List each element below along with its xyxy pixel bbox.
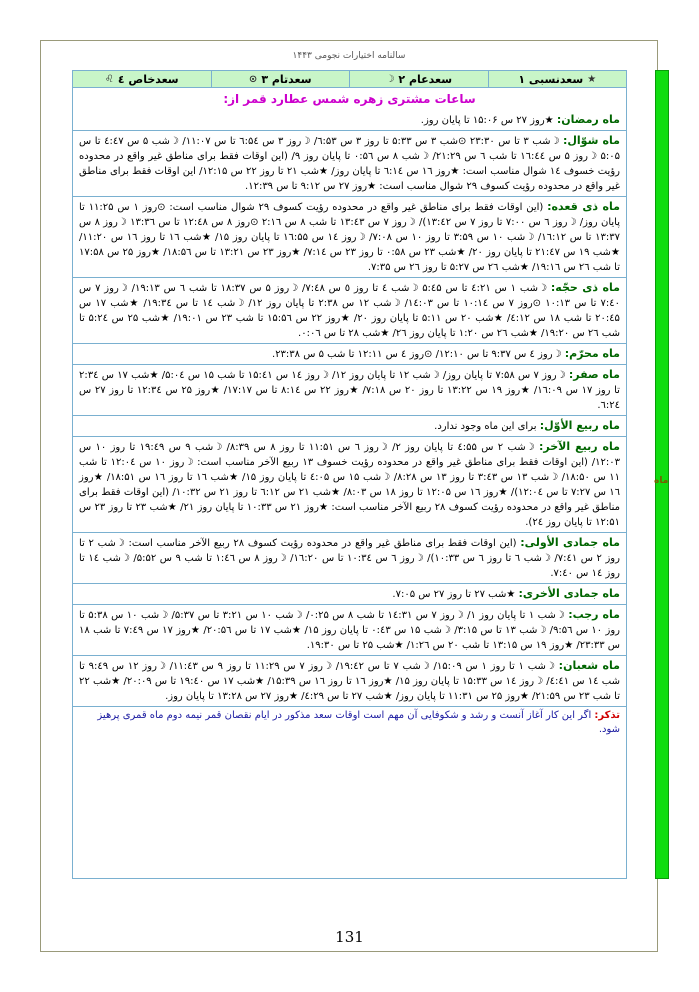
moon-icon: ☽ (385, 73, 395, 85)
note-text: اگر این کار آغاز آنست و رشد و شکوفایی آن مهم است اوقات سعد مذکور در ایام نقصان قمر نیمه دوم ماه قمری پرهیز شود. (97, 710, 620, 735)
tab-label: سعدنسبی ۱ (518, 72, 584, 86)
month-text: ☽روز ۷ س ۷:۵۸ تا پایان روز/ ☽شب ۱۲ تا پایان روز ۱۲/ ☽روز ۱٤ س ۱۵:٤۱ تا شب ۱۵ س ۵:۰٤/ ★شب ۱۷ س ۲:۳٤ تا روز ۱۷ س ۱٦:۰۹/ ★روز ۱۹ س ۱۳:۲۲ تا روز ۲۰ س ۷:۱۸/ ★روز ۲۲ س ۸:۱٤ تا س ۱۷:۱۷/ ★روز ۲۵ س ۱۲:۳٤ تا روز ۲۷ س ٦:۲٤. (79, 370, 620, 411)
month-entry (73, 344, 626, 365)
tab-label: سعدخاص ٤ (117, 72, 179, 86)
note (73, 707, 626, 739)
month-text: ☽شب ۱ تا روز ۱ س ۱۵:۰۹/ ☽شب ۷ تا س ۱۹:٤۲/ ☽روز ۷ س ۱۱:۲۹ تا روز ۹ س ۱۱:٤۳/ ☽روز ۱۲ س ۹:٤۹ تا شب ۱٤ س ٤:٤۱/ ☽روز ۱٤ س ۱۵:۳۳ تا پایان روز ۱۵/ ★روز ۱٦ تا روز ۱٦ س ۱۵:۳۹/ ★شب ۱۷ س ۱۹:٤۰ تا س ۲۰:۰۹/ ★شب ۲۲ تا شب ۲۳ س ۲۱:۵۹/ ★روز ۲۵ س ۱۱:۳۱ تا پایان روز/ ★شب ۲۷ تا س ٤:۲۹/ ★روز ۲۷ س ۱۳:۲۸ تا پایان روز. (79, 661, 620, 702)
tab-2 (349, 71, 488, 87)
star-icon: ★ (587, 73, 597, 85)
month-label: ماه شعبان: (558, 659, 620, 672)
section-title: ساعات مشتری زهره شمس عطارد قمر از: (223, 92, 476, 106)
month-entry (73, 416, 626, 437)
tab-4 (73, 71, 211, 87)
month-label: ماه جمادی الأولی: (520, 536, 620, 549)
side-band (655, 70, 669, 879)
month-text: ☽شب ۱ س ٤:۲۱ تا س ۵:٤۵ ☽شب ٤ تا روز ٥ س ۷:٤۸/ ☽روز ۵ س ۱۸:۳۷ تا شب ٦ س ۱۹:۱۳/ ☽روز ۷ س ۷:٤۰ تا س ۱۰:۱۳ ⊙روز ۷ س ۱۰:۱٤ تا س ۱٤:۰۳/ ☽شب ۱۲ س ۲:۳۸ تا پایان روز ۱۲/ ☽شب ۱٤ تا س ۱۹:۳٤/ ★شب ۱۷ س ۲۰:٤۵ تا شب ۱۸ س ٤:۱۲/ ★شب ۲۰ س ۵:۱۱ تا پایان روز ۲۰/ ★روز ۲۲ س ۱۵:۵٦ تا شب ۲۳ س ۱۹:۰۱/ ★شب ۲۵ س ۵:۲٤ تا شب ۲٦ س ۱۹:۲۰/ ★شب ۲٦ س ۱:۲۰ تا پایان روز ۲٦/ ★شب ۲۸ تا س ۰:۰٦. (79, 283, 621, 339)
month-entry (73, 605, 626, 656)
month-label: ماه شوّال: (562, 134, 620, 147)
page-header: سالنامه اختیارات نجومی ۱۴۴۳ (292, 51, 406, 61)
month-entry (73, 584, 626, 605)
month-text: (این اوقات فقط برای مناطق غیر واقع در محدوده رؤیت کسوف ۲۸ ربیع الآخر مناسب است: ☽شب ۲ تا روز ۲ س ۷:٤۱/ ☽شب ٦ تا روز ٦ س ۱۰:۳۳)/ ☽روز ٦ س ۱۰:۳٤ تا س ۱٦:۲۰/ ☽روز ۸ س ۱:٤٦ تا شب ۹ س ۵:۵۲/ ☽شب ۱٤ تا روز ۱٤ س ۷:٤۰. (79, 538, 620, 579)
month-entry (73, 110, 626, 131)
month-label: ماه ربیع الأوّل: (539, 419, 620, 432)
tab-strip (73, 71, 626, 88)
month-text: برای این ماه وجود ندارد. (434, 421, 537, 432)
content-box (72, 70, 627, 879)
side-label: ماه (654, 476, 669, 486)
leo-icon: ♌ (104, 73, 114, 85)
month-entry (73, 365, 626, 416)
month-label: ماه محرّم: (564, 347, 620, 360)
month-entry (73, 197, 626, 278)
month-entry (73, 131, 626, 197)
tab-1 (488, 71, 627, 87)
page-number: 131 (335, 928, 364, 946)
month-text: ★شب ۲۷ تا روز ۲۷ س ۷:۰۵. (392, 589, 516, 600)
tab-label: سعدتام ۳ (261, 72, 312, 86)
tab-3 (211, 71, 350, 87)
month-label: ماه ذی قعده: (547, 200, 620, 213)
month-text: ★روز ۲۷ س ۱۵:۰۶ تا پایان روز. (420, 115, 554, 126)
month-label: ماه جمادی الأخری: (518, 587, 620, 600)
month-label: ماه ذی حجّه: (550, 281, 620, 294)
tab-label: سعدعام ۲ (398, 72, 453, 86)
month-entry (73, 278, 626, 344)
month-entry (73, 437, 626, 533)
month-entry (73, 656, 626, 707)
month-text: ☽شب ۲ س ٤:۵۵ تا پایان روز ۲/ ☽روز ٦ س ۱۱:۵۱ تا روز ۸ س ۸:۳۹/ ☽شب ۹ س ۱۹:٤۹ تا روز ۱۰ س ۱۲:۰۳/ (این اوقات فقط برای مناطق غیر واقع در محدوده رؤیت خسوف ۱۳ ربیع الآخر مناسب است: ☽روز ۱۰ س ۱۲:۰٤ تا شب ۱۱ س ۱۸:۵۰/ ☽شب ۱۳ س ۳:٤۳ تا روز ۱۳ س ۸:۲۸/ ☽شب ۱۵ س ٤:۰۵ تا پایان روز ۱۵/ ★شب ۱٦ تا روز ۱٦ س ۱۸:۵۱/ ★روز ۱٦ س ۷:۲۷ تا س ۱۲:۰٤)/ ★روز ۱٦ س ۱۲:۰۵ تا روز ۱۸ س ۸:۰۳/ ★شب ۲۱ س ٦:۱۲ تا روز ۲۱ س ۱۰:۳۲/ (این اوقات فقط برای مناطق غیر واقع در محدوده رؤیت کسوف ۲۸ ربیع الآخر مناسب است: ★روز ۲۱ س ۱۰:۳۳ تا پایان روز ۲۱/ ★شب ۲۳ تا روز ۲۳ س ۱۲:۵۱ تا پایان روز ۲٤). (79, 442, 620, 528)
month-text: ☽شب ۳ تا س ۲۳:۳۰ ⊙شب ۳ س ۵:۳۳ تا روز ۳ س ٦:۵۳/ ☽روز ۳ س ٦:۵٤ تا س ۱۱:۰۷/ ☽شب ۵ س ٤:٤۷ تا س ۵:۰۵ ☽روز ۵ س ۱٦:٤٤ تا شب ٦ س ۲۱:۲۹/ ☽شب ۸ س ۰:۵٦ تا پایان روز ۹/ (این اوقات فقط برای مناطق غیر واقع در محدوده رؤیت خسوف ۱٤ شوال مناسب است: ★روز ۱٦ س ٦:۱٤ تا پایان روز/ ★شب ۲۱ تا روز ۲۲ س ۱۲:۱۵/ این اوقات فقط برای مناطق غیر واقع در محدوده رؤیت کسوف ۲۹ شوال مناسب است: ★روز ۲۷ س ۹:۱۲ تا س ۱۲:۳۹. (79, 136, 621, 192)
month-text: (این اوقات فقط برای مناطق غیر واقع در محدوده رؤیت کسوف ۲۹ شوال مناسب است: ⊙روز ۱ س ۱۱:۲۵ تا پایان روز/ ☽روز ٦ س ۷:۰۰ تا روز ۷ س ۱۳:٤۲)/ ☽روز ۷ س ۱۳:٤۳ تا شب ۸ س ۲:۱٦ ⊙روز ۸ س ۱۲:٤۸ تا س ۱۳:۳٦ ☽روز ۸ س ۱۳:۳۷ تا س ۱٦:۱۲/ ☽شب ۱۰ س ۳:۵۹ تا روز ۱۰ س ۷:۰۸/ ☽روز ۱٤ س ۱٦:۵۵ تا پایان روز ۱۵/ ★شب ۱٦ تا روز ۱٦ س ۱۱:۲۰/ ★شب ۱۹ س ۲۱:٤۷ تا پایان روز ۲۰/ ★شب ۲۳ س ۰:۵۸ تا روز ۲۳ س ۷:۱٤/ ★روز ۲۳ س ۱۳:۲۱ تا س ۱۸:۵٦/ ★روز ۲۵ س ۱۷:۵۸ تا شب ۲٦ س ۱۹:۱٦/ ★شب ۲٦ س ۵:۲۷ تا روز ۲٦ س ۷:۳۵. (79, 202, 621, 273)
month-text: ☽شب ۱ تا پایان روز ۱/ ☽روز ۷ س ۱٤:۳۱ تا شب ۸ س ۰:۲۵/ ☽شب ۱۰ س ۳:۲۱ تا س ۵:۳۷/ ☽شب ۱۰ س ۵:۳۸ تا روز ۱۰ س ۹:۵٦/ ☽شب ۱۳ تا س ۳:۱۵/ ☽شب ۱۵ س ۰:٤۳ تا پایان روز ۱۵/ ★شب ۱۷ تا س ۲۰:۵٦/ ★روز ۱۷ س ۷:٤۹ تا شب ۱۸ س ۲۳:۳۳/ ★روز ۱۹ س ۱۳:۱۵ تا شب ۲۰ س ۱:۲٦/ ★شب ۲۵ تا س ۱۹:۳۰. (79, 610, 620, 651)
month-label: ماه رمضان: (556, 113, 620, 126)
sun-icon: ⊙ (248, 73, 258, 85)
month-entry (73, 533, 626, 584)
month-label: ماه صفر: (568, 368, 620, 381)
month-label: ماه رجب: (568, 608, 620, 621)
month-text: ☽روز ٤ س ۹:۳۷ تا س ۱۲:۱۰/ ⊙روز ٤ س ۱۲:۱۱ تا شب ۵ س ۲۳:۳۸. (272, 349, 562, 360)
month-label: ماه ربیع الآخر: (538, 440, 620, 453)
note-warning: تذکر: (594, 710, 620, 721)
